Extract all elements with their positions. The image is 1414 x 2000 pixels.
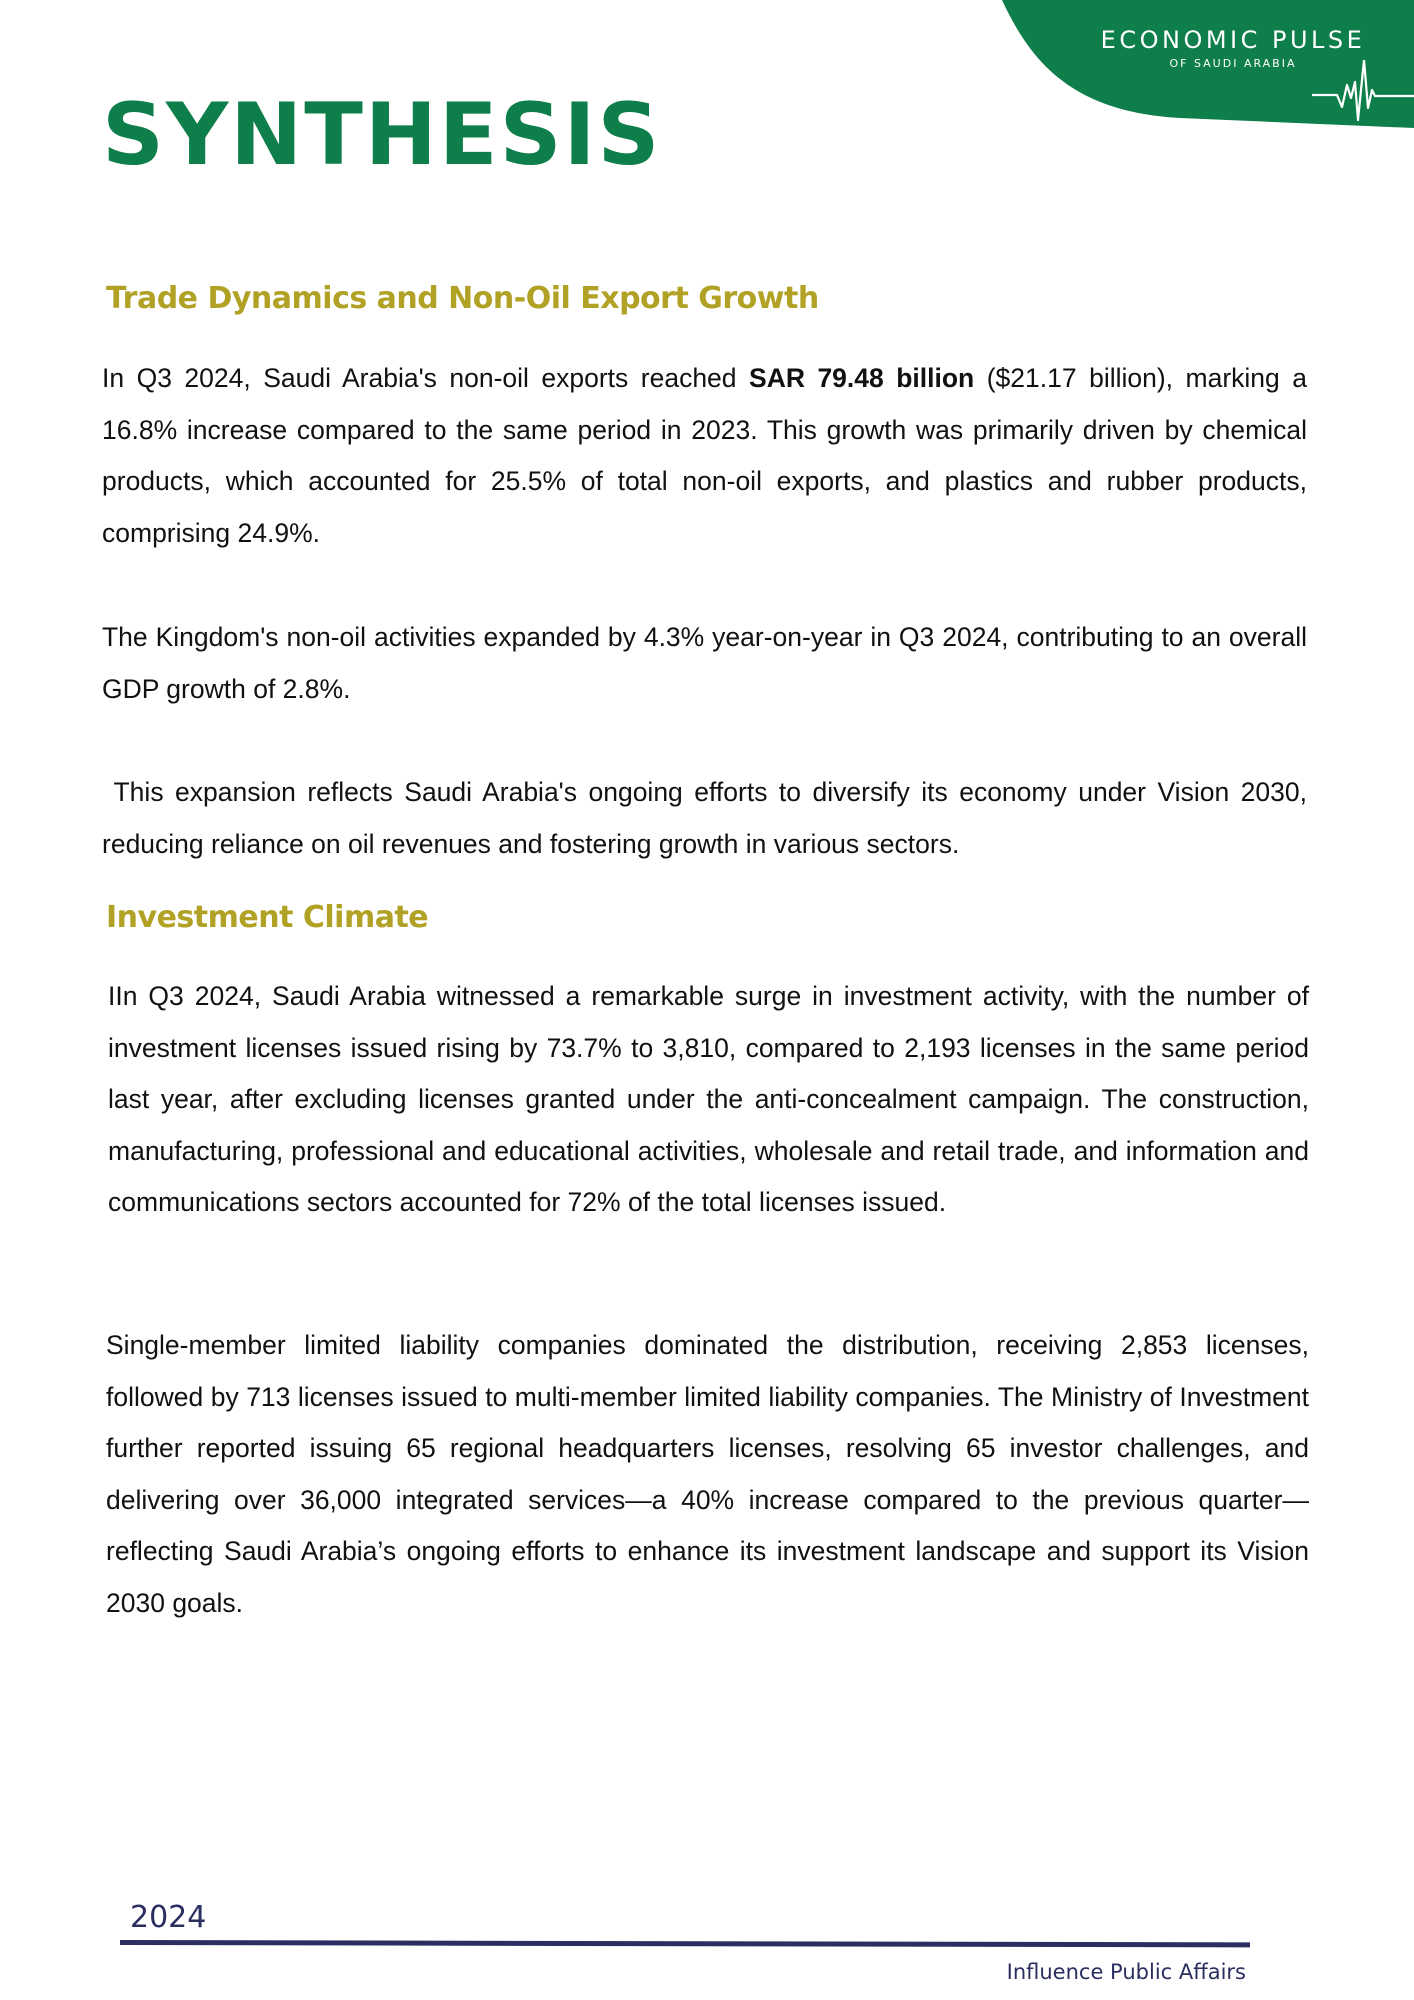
section-heading-trade: Trade Dynamics and Non-Oil Export Growth [106,281,819,316]
footer-organization: Influence Public Affairs [1006,1960,1246,1984]
paragraph-vision-2030: This expansion reflects Saudi Arabia's ongoing efforts to diversify its economy under Vision 2030, reducing reliance on oil revenues and fostering growth in various sectors. [102,777,1315,859]
brand-subtitle: OF SAUDI ARABIA [1169,57,1297,70]
section-heading-investment: Investment Climate [106,900,429,935]
paragraph-investment-licenses: IIn Q3 2024, Saudi Arabia witnessed a remarkable surge in investment activity, with the number of investment licenses issued rising by 73.7% to 3,810, compared to 2,193 licenses in the same period last year, after excluding licenses granted under the anti-concealment campaign. The construction, manufacturing, professional and educational activities, wholesale and retail trade, and information and communications sectors accounted for 72% of the total licenses issued. [108,981,1309,1217]
heartbeat-pulse-icon [1312,60,1414,130]
footer-year: 2024 [130,1900,207,1935]
paragraph-non-oil-activities: The Kingdom's non-oil activities expanded by 4.3% year-on-year in Q3 2024, contributing to an overall GDP growth of 2.8%. [102,622,1307,704]
paragraph-non-oil-exports [102,353,1307,559]
highlight-export-value: SAR 79.48 billion [749,363,975,393]
paragraph-company-distribution: Single-member limited liability companies dominated the distribution, receiving 2,853 licenses, followed by 713 licenses issued to multi-member limited liability companies. The Ministry of Investment further reported issuing 65 regional headquarters licenses, resolving 65 investor challenges, and delivering over 36,000 integrated services—a 40% increase compared to the previous quarter—reflecting Saudi Arabia’s ongoing efforts to enhance its investment landscape and support its Vision 2030 goals. [106,1330,1309,1618]
footer-divider [120,1940,1250,1947]
page-title: SYNTHESIS [102,85,662,185]
brand-title: ECONOMIC PULSE [1100,26,1366,54]
paragraph-text: In Q3 2024, Saudi Arabia's non-oil exports reached [102,363,750,393]
paragraph-text: ($21.17 billion), marking a 16.8% increase compared to the same period in 2023. This growth was primarily driven by chemical products, which accounted for 25.5% of total non-oil exports, and plastics and rubber products, comprising 24.9%. [102,363,1307,548]
